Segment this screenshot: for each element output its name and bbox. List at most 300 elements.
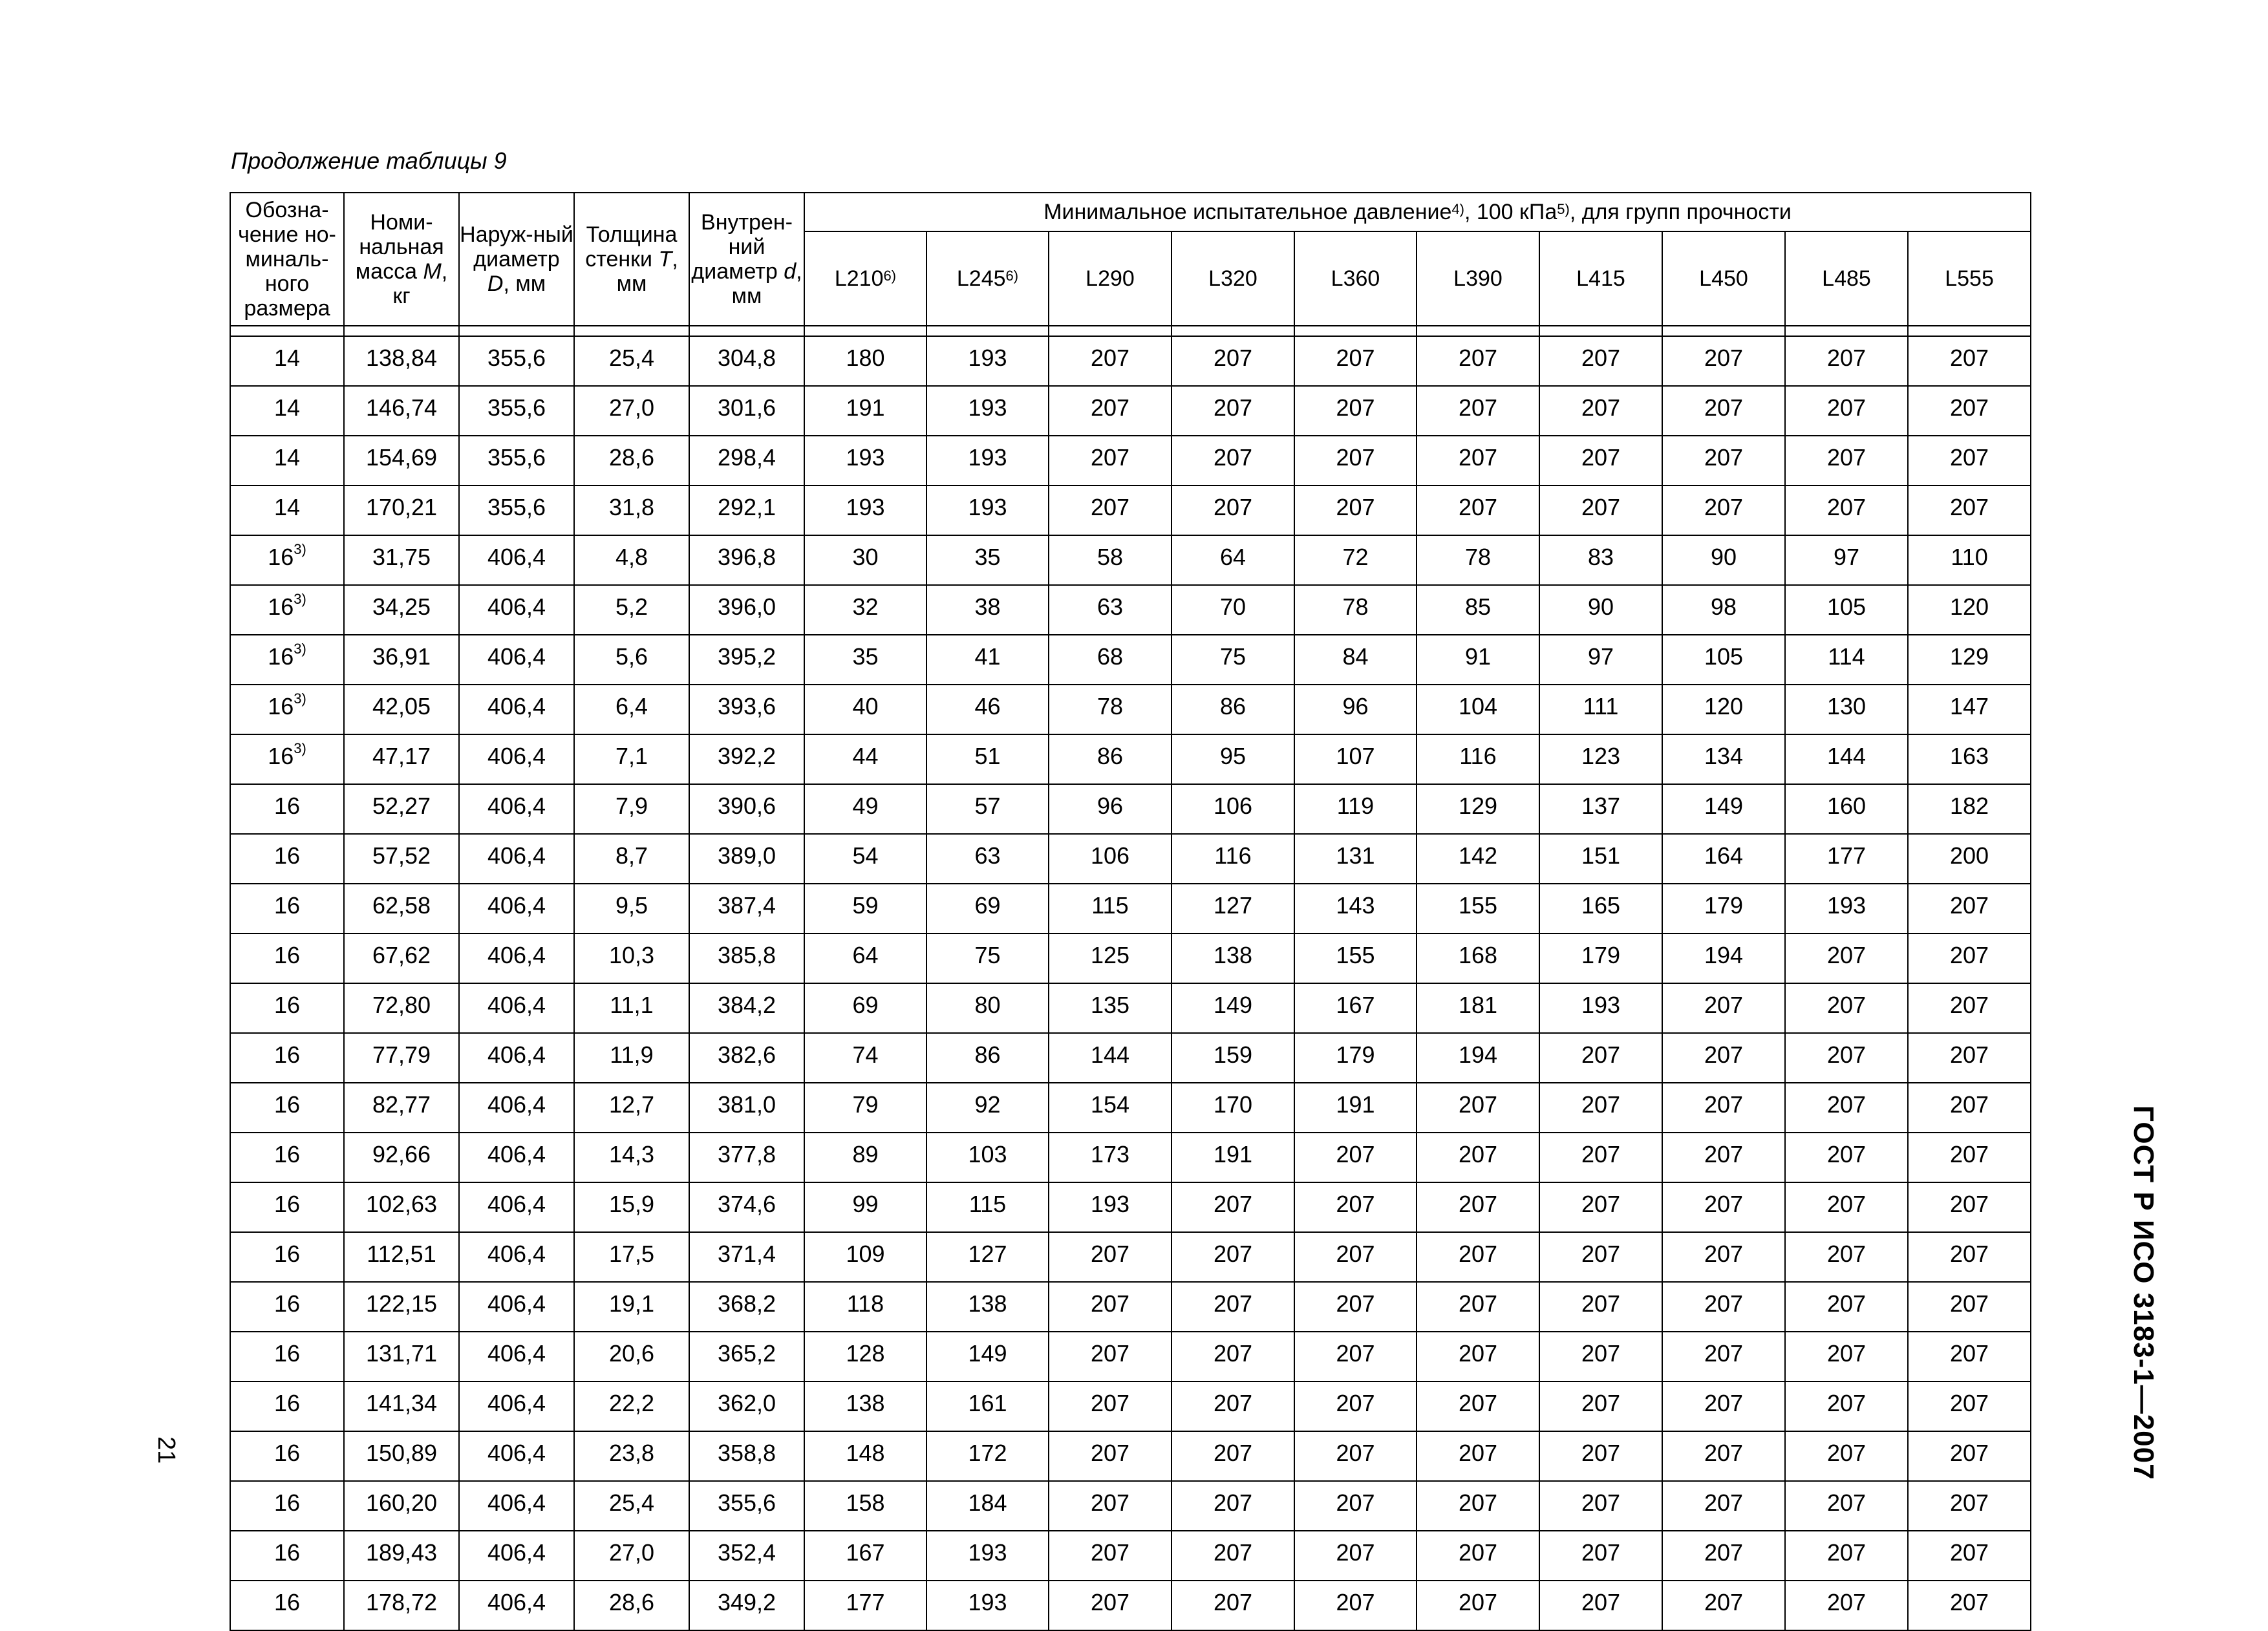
size-cell: 16$^{3)}$ [230, 635, 344, 685]
table-cell: 396,8 [689, 535, 804, 585]
table-cell: 167 [804, 1531, 926, 1581]
table-cell: 406,4 [459, 685, 574, 734]
size-cell: 16 [230, 1381, 344, 1431]
table-cell: 381,0 [689, 1083, 804, 1133]
table-cell: 207 [1662, 1033, 1785, 1083]
table-cell: 131,71 [344, 1332, 459, 1381]
table-cell: 207 [1294, 1332, 1417, 1381]
table-cell: 167 [1294, 983, 1417, 1033]
table-cell: 193 [926, 1581, 1049, 1630]
table-cell: 207 [1785, 1232, 1908, 1282]
table-cell: 406,4 [459, 884, 574, 933]
table-cell: 120 [1908, 585, 2031, 635]
table-cell: 79 [804, 1083, 926, 1133]
table-cell: 406,4 [459, 585, 574, 635]
table-cell: 35 [926, 535, 1049, 585]
table-cell: 110 [1908, 535, 2031, 585]
size-cell: 16 [230, 1232, 344, 1282]
table-cell: 38 [926, 585, 1049, 635]
table-row [230, 1581, 2031, 1630]
table-cell: 184 [926, 1481, 1049, 1531]
table-cell: 69 [926, 884, 1049, 933]
table-cell: 207 [1662, 485, 1785, 535]
table-cell: 115 [1049, 884, 1171, 933]
table-cell: 207 [1662, 1431, 1785, 1481]
size-cell: 14 [230, 436, 344, 485]
table-cell: 141,34 [344, 1381, 459, 1431]
grade-header: L360 [1294, 231, 1417, 326]
table-cell: 207 [1294, 1481, 1417, 1531]
table-cell: 177 [1785, 834, 1908, 884]
table-cell: 189,43 [344, 1531, 459, 1581]
table-cell: 147 [1908, 685, 2031, 734]
table-cell: 80 [926, 983, 1049, 1033]
table-cell: 207 [1785, 1133, 1908, 1182]
table-cell: 207 [1908, 1481, 2031, 1531]
table-cell: 207 [1049, 436, 1171, 485]
table-cell: 207 [1294, 436, 1417, 485]
table-cell: 193 [926, 436, 1049, 485]
table-cell: 90 [1662, 535, 1785, 585]
table-cell: 355,6 [459, 485, 574, 535]
table-cell: 154 [1049, 1083, 1171, 1133]
table-cell: 207 [1662, 1083, 1785, 1133]
table-cell: 31,75 [344, 535, 459, 585]
table-cell: 207 [1417, 386, 1539, 436]
table-cell: 207 [1171, 386, 1294, 436]
table-cell: 193 [926, 386, 1049, 436]
table-cell: 207 [1049, 1282, 1171, 1332]
table-cell: 406,4 [459, 983, 574, 1033]
table-cell: 207 [1171, 1282, 1294, 1332]
table-cell: 207 [1662, 1531, 1785, 1581]
table-cell: 207 [1171, 1332, 1294, 1381]
table-cell: 14,3 [574, 1133, 689, 1182]
table-cell: 207 [1908, 1083, 2031, 1133]
table-row [230, 585, 2031, 635]
table-cell: 138 [926, 1282, 1049, 1332]
table-cell: 134 [1662, 734, 1785, 784]
table-cell: 77,79 [344, 1033, 459, 1083]
table-cell: 109 [804, 1232, 926, 1282]
table-cell: 207 [1908, 1033, 2031, 1083]
header-designation: Обозна-чение но-миналь-ного размера [230, 193, 344, 326]
table-cell: 207 [1417, 1232, 1539, 1282]
table-cell: 105 [1785, 585, 1908, 635]
table-cell: 406,4 [459, 635, 574, 685]
table-cell: 207 [1294, 1581, 1417, 1630]
table-cell: 207 [1785, 1531, 1908, 1581]
table-cell: 111 [1539, 685, 1662, 734]
table-cell: 406,4 [459, 1083, 574, 1133]
table-cell: 207 [1908, 1182, 2031, 1232]
size-cell: 14 [230, 336, 344, 386]
table-cell: 137 [1539, 784, 1662, 834]
table-row [230, 436, 2031, 485]
table-row [230, 1381, 2031, 1431]
table-cell: 362,0 [689, 1381, 804, 1431]
table-cell: 406,4 [459, 1332, 574, 1381]
table-cell: 207 [1908, 386, 2031, 436]
table-cell: 207 [1908, 884, 2031, 933]
table-cell: 207 [1662, 1232, 1785, 1282]
table-cell: 116 [1417, 734, 1539, 784]
table-cell: 118 [804, 1282, 926, 1332]
table-cell: 406,4 [459, 1282, 574, 1332]
size-cell: 16 [230, 1083, 344, 1133]
table-cell: 97 [1785, 535, 1908, 585]
table-cell: 406,4 [459, 1531, 574, 1581]
size-cell: 16$^{3)}$ [230, 585, 344, 635]
table-cell: 75 [1171, 635, 1294, 685]
table-cell: 207 [1171, 1431, 1294, 1481]
table-cell: 207 [1539, 1332, 1662, 1381]
table-cell: 54 [804, 834, 926, 884]
table-cell: 207 [1785, 485, 1908, 535]
table-cell: 207 [1171, 1581, 1294, 1630]
table-cell: 69 [804, 983, 926, 1033]
table-cell: 96 [1049, 784, 1171, 834]
table-cell: 84 [1294, 635, 1417, 685]
table-cell: 355,6 [459, 336, 574, 386]
table-cell: 207 [1049, 1332, 1171, 1381]
size-cell: 16 [230, 1182, 344, 1232]
table-cell: 104 [1417, 685, 1539, 734]
size-cell: 16 [230, 1133, 344, 1182]
table-cell: 193 [1785, 884, 1908, 933]
table-cell: 207 [1294, 386, 1417, 436]
table-row [230, 1282, 2031, 1332]
table-row [230, 635, 2031, 685]
table-cell: 207 [1049, 485, 1171, 535]
size-cell: 16 [230, 1033, 344, 1083]
table-cell: 207 [1662, 1282, 1785, 1332]
table-cell: 57,52 [344, 834, 459, 884]
table-cell: 207 [1171, 1481, 1294, 1531]
table-cell: 207 [1908, 1581, 2031, 1630]
table-cell: 207 [1785, 983, 1908, 1033]
table-cell: 207 [1908, 1232, 2031, 1282]
table-cell: 128 [804, 1332, 926, 1381]
table-cell: 131 [1294, 834, 1417, 884]
table-cell: 40 [804, 685, 926, 734]
table-cell: 119 [1294, 784, 1417, 834]
table-cell: 6,4 [574, 685, 689, 734]
table-cell: 99 [804, 1182, 926, 1232]
table-cell: 207 [1539, 1232, 1662, 1282]
table-cell: 86 [1049, 734, 1171, 784]
table-cell: 92 [926, 1083, 1049, 1133]
table-cell: 120 [1662, 685, 1785, 734]
table-cell: 68 [1049, 635, 1171, 685]
table-cell: 207 [1294, 1182, 1417, 1232]
size-cell: 14 [230, 485, 344, 535]
table-cell: 207 [1908, 1381, 2031, 1431]
table-cell: 365,2 [689, 1332, 804, 1381]
table-cell: 11,1 [574, 983, 689, 1033]
table-cell: 170,21 [344, 485, 459, 535]
table-cell: 165 [1539, 884, 1662, 933]
table-cell: 377,8 [689, 1133, 804, 1182]
table-row [230, 1431, 2031, 1481]
table-cell: 207 [1908, 1332, 2031, 1381]
table-cell: 180 [804, 336, 926, 386]
table-cell: 207 [1908, 1431, 2031, 1481]
table-cell: 130 [1785, 685, 1908, 734]
table-cell: 27,0 [574, 1531, 689, 1581]
table-cell: 155 [1294, 933, 1417, 983]
table-cell: 207 [1171, 1531, 1294, 1581]
table-cell: 158 [804, 1481, 926, 1531]
table-cell: 105 [1662, 635, 1785, 685]
table-row [230, 535, 2031, 585]
table-cell: 207 [1171, 1381, 1294, 1431]
table-row [230, 1531, 2031, 1581]
table-cell: 72,80 [344, 983, 459, 1033]
table-cell: 155 [1417, 884, 1539, 933]
table-cell: 207 [1908, 485, 2031, 535]
table-cell: 32 [804, 585, 926, 635]
table-cell: 10,3 [574, 933, 689, 983]
table-cell: 207 [1785, 1581, 1908, 1630]
table-cell: 31,8 [574, 485, 689, 535]
table-row [230, 336, 2031, 386]
table-cell: 160 [1785, 784, 1908, 834]
table-cell: 23,8 [574, 1431, 689, 1481]
table-cell: 207 [1662, 1381, 1785, 1431]
table-cell: 392,2 [689, 734, 804, 784]
table-cell: 64 [1171, 535, 1294, 585]
table-cell: 207 [1049, 1481, 1171, 1531]
table-cell: 78 [1294, 585, 1417, 635]
table-cell: 4,8 [574, 535, 689, 585]
table-cell: 301,6 [689, 386, 804, 436]
table-cell: 114 [1785, 635, 1908, 685]
table-cell: 292,1 [689, 485, 804, 535]
header-mass: Номи-нальная масса M, кг [344, 193, 459, 326]
table-row [230, 1481, 2031, 1531]
table-cell: 86 [1171, 685, 1294, 734]
grade-header: L210$^{6)}$ [804, 231, 926, 326]
table-row [230, 386, 2031, 436]
table-cell: 191 [804, 386, 926, 436]
table-cell: 385,8 [689, 933, 804, 983]
table-cell: 102,63 [344, 1182, 459, 1232]
table-cell: 207 [1294, 1133, 1417, 1182]
table-cell: 355,6 [459, 436, 574, 485]
table-cell: 207 [1539, 336, 1662, 386]
table-cell: 207 [1539, 436, 1662, 485]
table-cell: 358,8 [689, 1431, 804, 1481]
table-cell: 150,89 [344, 1431, 459, 1481]
table-cell: 70 [1171, 585, 1294, 635]
table-cell: 207 [1171, 436, 1294, 485]
table-cell: 207 [1908, 1133, 2031, 1182]
table-cell: 207 [1785, 1332, 1908, 1381]
table-cell: 34,25 [344, 585, 459, 635]
table-cell: 122,15 [344, 1282, 459, 1332]
table-row [230, 933, 2031, 983]
table-cell: 144 [1049, 1033, 1171, 1083]
table-cell: 47,17 [344, 734, 459, 784]
table-cell: 182 [1908, 784, 2031, 834]
table-cell: 191 [1171, 1133, 1294, 1182]
size-cell: 16 [230, 1282, 344, 1332]
table-cell: 207 [1785, 1182, 1908, 1232]
table-cell: 207 [1908, 933, 2031, 983]
table-cell: 207 [1417, 1581, 1539, 1630]
header-wall-thickness: Толщина стенки T, мм [574, 193, 689, 326]
table-cell: 106 [1171, 784, 1294, 834]
table-row [230, 1133, 2031, 1182]
table-cell: 74 [804, 1033, 926, 1083]
table-cell: 193 [1539, 983, 1662, 1033]
table-cell: 207 [1417, 1282, 1539, 1332]
table-cell: 85 [1417, 585, 1539, 635]
table-cell: 352,4 [689, 1531, 804, 1581]
table-cell: 406,4 [459, 734, 574, 784]
table-cell: 207 [1539, 1182, 1662, 1232]
table-cell: 52,27 [344, 784, 459, 834]
table-cell: 25,4 [574, 1481, 689, 1531]
table-cell: 406,4 [459, 1133, 574, 1182]
table-cell: 129 [1908, 635, 2031, 685]
table-cell: 15,9 [574, 1182, 689, 1232]
size-cell: 16 [230, 834, 344, 884]
table-cell: 207 [1417, 485, 1539, 535]
table-cell: 207 [1785, 1431, 1908, 1481]
table-cell: 207 [1049, 1531, 1171, 1581]
table-cell: 193 [926, 336, 1049, 386]
table-cell: 9,5 [574, 884, 689, 933]
table-cell: 207 [1785, 1381, 1908, 1431]
table-cell: 177 [804, 1581, 926, 1630]
table-cell: 106 [1049, 834, 1171, 884]
table-cell: 207 [1662, 336, 1785, 386]
table-cell: 28,6 [574, 1581, 689, 1630]
table-cell: 207 [1785, 1033, 1908, 1083]
table-cell: 207 [1662, 386, 1785, 436]
table-cell: 207 [1908, 336, 2031, 386]
table-cell: 17,5 [574, 1232, 689, 1282]
table-cell: 62,58 [344, 884, 459, 933]
table-cell: 170 [1171, 1083, 1294, 1133]
table-caption: Продолжение таблицы 9 [231, 147, 507, 174]
table-cell: 25,4 [574, 336, 689, 386]
table-cell: 207 [1662, 983, 1785, 1033]
table-cell: 67,62 [344, 933, 459, 983]
table-cell: 144 [1785, 734, 1908, 784]
table-cell: 194 [1417, 1033, 1539, 1083]
table-cell: 57 [926, 784, 1049, 834]
table-cell: 78 [1417, 535, 1539, 585]
table-cell: 382,6 [689, 1033, 804, 1083]
table-cell: 207 [1539, 1083, 1662, 1133]
table-cell: 200 [1908, 834, 2031, 884]
size-cell: 16$^{3)}$ [230, 535, 344, 585]
table-cell: 396,0 [689, 585, 804, 635]
table-cell: 207 [1049, 386, 1171, 436]
table-cell: 135 [1049, 983, 1171, 1033]
table-cell: 178,72 [344, 1581, 459, 1630]
table-row [230, 1332, 2031, 1381]
table-cell: 384,2 [689, 983, 804, 1033]
table-cell: 304,8 [689, 336, 804, 386]
table-cell: 207 [1294, 336, 1417, 386]
size-cell: 16 [230, 784, 344, 834]
table-cell: 92,66 [344, 1133, 459, 1182]
table-cell: 207 [1171, 1232, 1294, 1282]
table-cell: 207 [1294, 1531, 1417, 1581]
table-cell: 20,6 [574, 1332, 689, 1381]
table-cell: 393,6 [689, 685, 804, 734]
table-cell: 193 [804, 436, 926, 485]
table-cell: 207 [1539, 386, 1662, 436]
table-cell: 207 [1417, 1381, 1539, 1431]
size-cell: 16 [230, 983, 344, 1033]
size-cell: 16 [230, 1481, 344, 1531]
table-cell: 154,69 [344, 436, 459, 485]
size-cell: 16$^{3)}$ [230, 734, 344, 784]
table-cell: 179 [1294, 1033, 1417, 1083]
table-cell: 149 [926, 1332, 1049, 1381]
table-cell: 207 [1417, 1083, 1539, 1133]
table-cell: 30 [804, 535, 926, 585]
table-cell: 355,6 [459, 386, 574, 436]
table-cell: 103 [926, 1133, 1049, 1182]
table-cell: 207 [1417, 1332, 1539, 1381]
table-cell: 406,4 [459, 1182, 574, 1232]
pressure-table [230, 192, 2031, 1631]
size-cell: 16 [230, 1332, 344, 1381]
table-cell: 12,7 [574, 1083, 689, 1133]
table-cell: 11,9 [574, 1033, 689, 1083]
table-cell: 58 [1049, 535, 1171, 585]
table-cell: 207 [1294, 485, 1417, 535]
table-row [230, 485, 2031, 535]
table-cell: 207 [1908, 983, 2031, 1033]
grade-header: L415 [1539, 231, 1662, 326]
table-cell: 207 [1785, 1083, 1908, 1133]
table-cell: 355,6 [689, 1481, 804, 1531]
table-cell: 72 [1294, 535, 1417, 585]
table-cell: 207 [1417, 1182, 1539, 1232]
table-cell: 207 [1539, 1531, 1662, 1581]
table-cell: 207 [1539, 1431, 1662, 1481]
table-cell: 207 [1662, 1481, 1785, 1531]
table-cell: 90 [1539, 585, 1662, 635]
table-cell: 207 [1049, 336, 1171, 386]
table-cell: 163 [1908, 734, 2031, 784]
table-cell: 127 [926, 1232, 1049, 1282]
table-cell: 36,91 [344, 635, 459, 685]
table-cell: 368,2 [689, 1282, 804, 1332]
table-cell: 181 [1417, 983, 1539, 1033]
table-cell: 7,1 [574, 734, 689, 784]
table-cell: 191 [1294, 1083, 1417, 1133]
table-cell: 406,4 [459, 834, 574, 884]
table-row [230, 1232, 2031, 1282]
table-cell: 207 [1539, 485, 1662, 535]
table-cell: 146,74 [344, 386, 459, 436]
table-cell: 138,84 [344, 336, 459, 386]
table-cell: 27,0 [574, 386, 689, 436]
table-cell: 159 [1171, 1033, 1294, 1083]
table-cell: 193 [1049, 1182, 1171, 1232]
table-cell: 28,6 [574, 436, 689, 485]
table-cell: 207 [1294, 1232, 1417, 1282]
table-cell: 207 [1417, 436, 1539, 485]
